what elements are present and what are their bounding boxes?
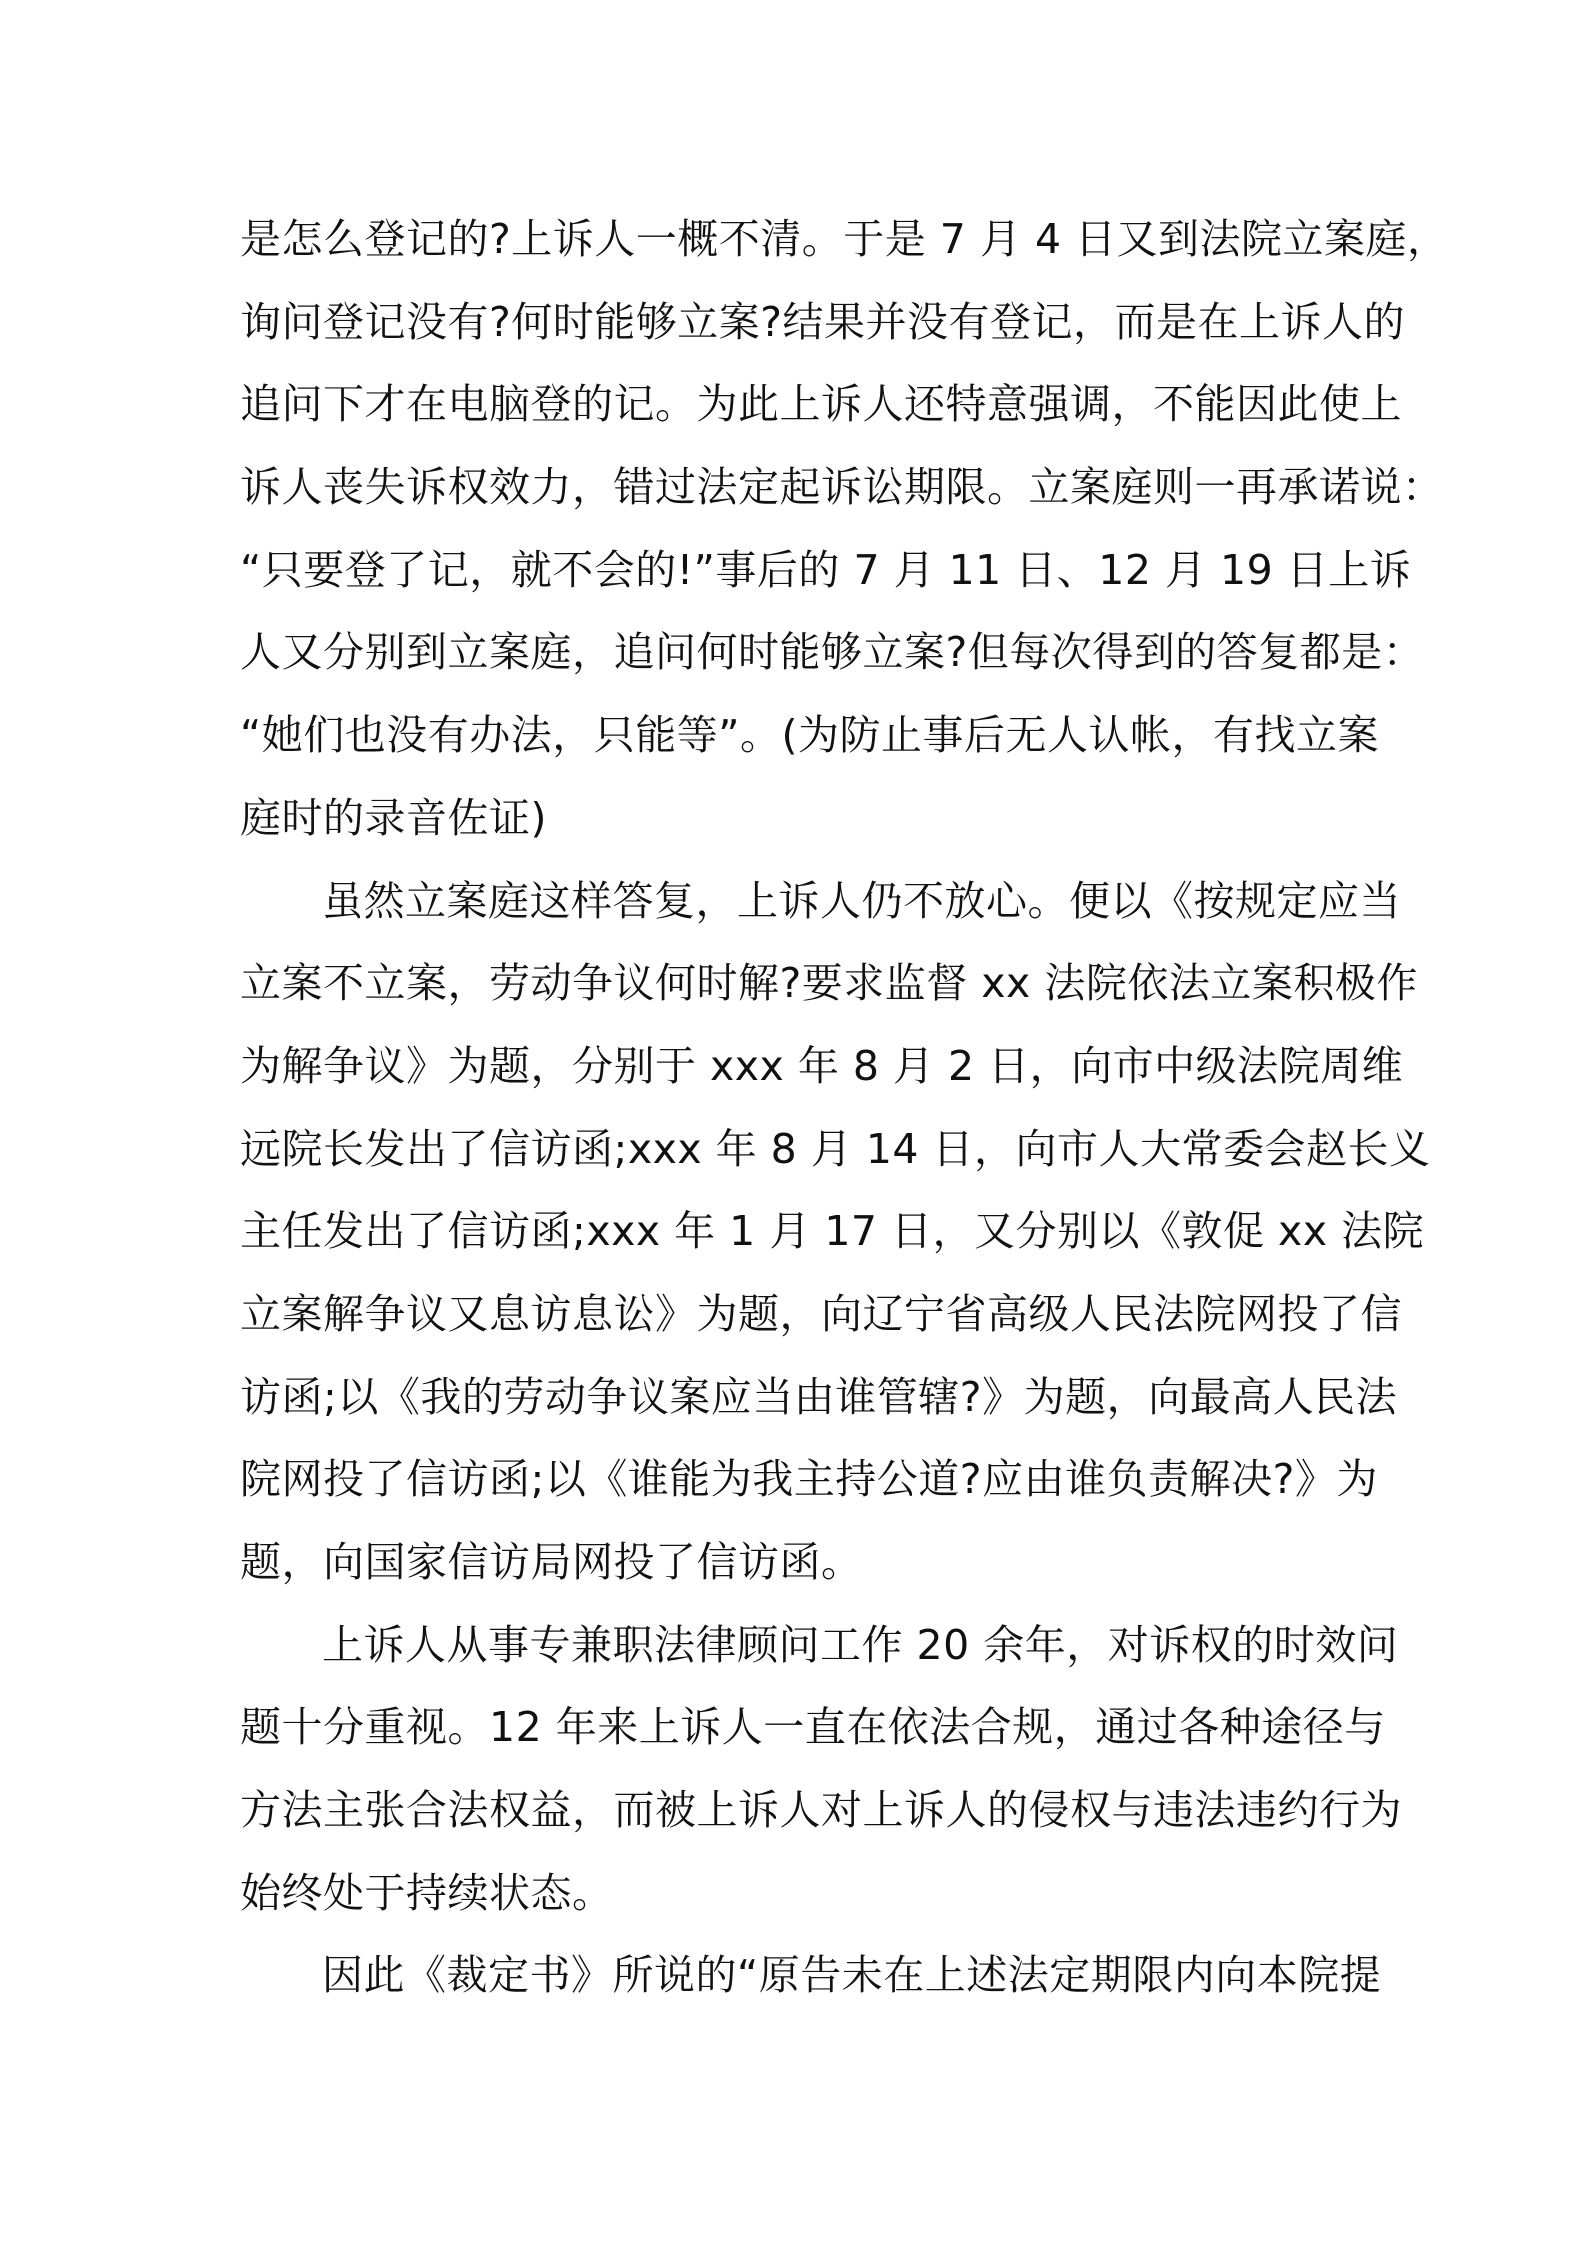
text-line: 远院长发出了信访函;xxx 年 8 月 14 日，向市人大常委会赵长义 bbox=[240, 1124, 1431, 1173]
text-line: 题，向国家信访局网投了信访函。 bbox=[240, 1538, 863, 1586]
text-line: 主任发出了信访函;xxx 年 1 月 17 日，又分别以《敦促 xx 法院 bbox=[240, 1207, 1425, 1256]
text-line: 立案不立案，劳动争议何时解?要求监督 xx 法院依法立案积极作 bbox=[240, 959, 1418, 1008]
text-line: 人又分别到立案庭，追问何时能够立案?但每次得到的答复都是： bbox=[240, 628, 1425, 677]
paragraph-1 bbox=[240, 198, 1449, 860]
text-line: 为解争议》为题，分别于 xxx 年 8 月 2 日，向市中级法院周维 bbox=[240, 1041, 1404, 1090]
text-line: 立案解争议又息访息讼》为题，向辽宁省高级人民法院网投了信 bbox=[240, 1289, 1402, 1338]
text-line: 始终处于持续状态。 bbox=[240, 1868, 614, 1917]
text-line: “只要登了记，就不会的!”事后的 7 月 11 日、12 月 19 日上诉 bbox=[240, 545, 1412, 594]
text-line: 院网投了信访函;以《谁能为我主持公道?应由谁负责解决?》为 bbox=[240, 1455, 1378, 1504]
text-line: 询问登记没有?何时能够立案?结果并没有登记，而是在上诉人的 bbox=[240, 297, 1406, 346]
paragraph-4 bbox=[240, 1934, 1382, 2017]
text-line: 方法主张合法权益，而被上诉人对上诉人的侵权与违法违约行为 bbox=[240, 1786, 1402, 1835]
text-line: 访函;以《我的劳动争议案应当由谁管辖?》为题，向最高人民法 bbox=[240, 1372, 1398, 1421]
text-line: 是怎么登记的?上诉人一概不清。于是 7 月 4 日又到法院立案庭， bbox=[240, 215, 1449, 263]
text-line: 庭时的录音佐证) bbox=[240, 793, 547, 842]
text-line: 因此《裁定书》所说的“原告未在上述法定期限内向本院提 bbox=[322, 1951, 1382, 2000]
paragraph-2 bbox=[240, 860, 1431, 1604]
text-line: 追问下才在电脑登的记。为此上诉人还特意强调，不能因此使上 bbox=[240, 380, 1402, 429]
text-line: 诉人丧失诉权效力，错过法定起诉讼期限。立案庭则一再承诺说： bbox=[240, 463, 1444, 512]
text-line: “她们也没有办法，只能等”。(为防止事后无人认帐，有找立案 bbox=[240, 711, 1379, 760]
text-line: 上诉人从事专兼职法律顾问工作 20 余年，对诉权的时效问 bbox=[322, 1620, 1399, 1669]
text-line: 虽然立案庭这样答复，上诉人仍不放心。便以《按规定应当 bbox=[322, 876, 1401, 925]
document-body bbox=[240, 198, 1449, 2017]
paragraph-3 bbox=[240, 1604, 1402, 1935]
text-line: 题十分重视。12 年来上诉人一直在依法合规，通过各种途径与 bbox=[240, 1703, 1386, 1752]
